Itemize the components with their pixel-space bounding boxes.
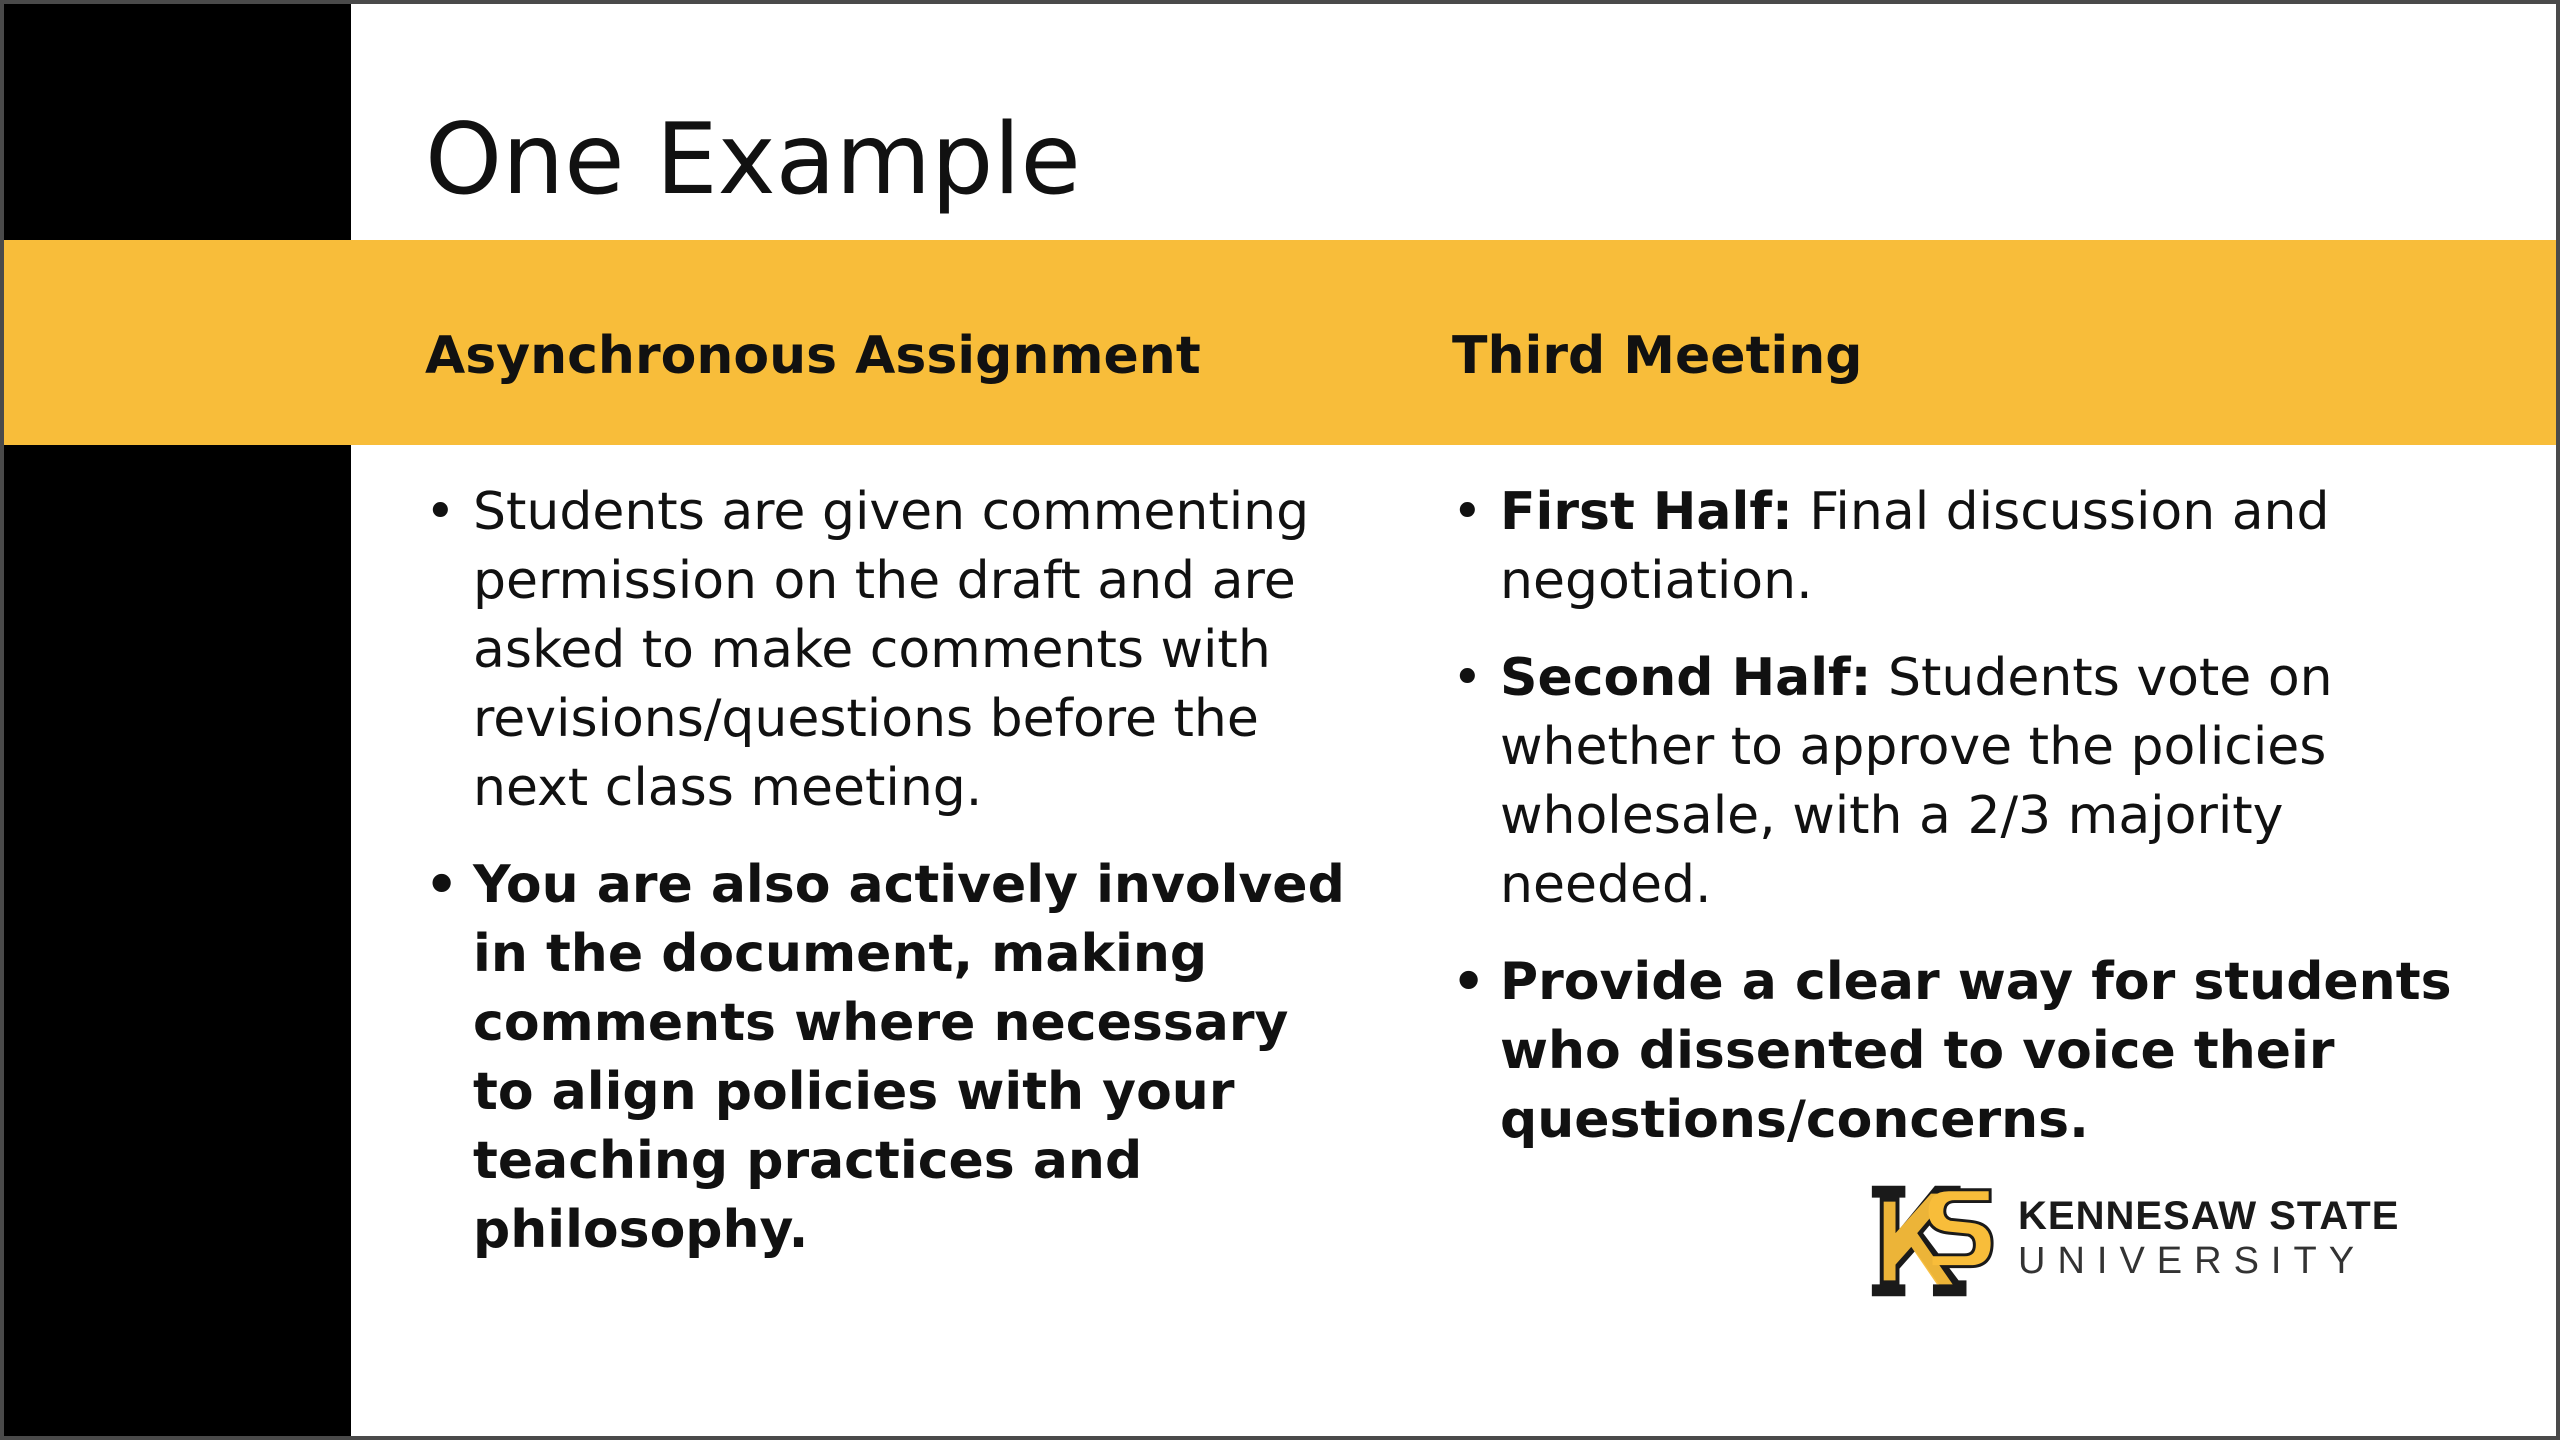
university-logo	[1862, 1172, 2402, 1312]
ksu-logo-icon	[1862, 1172, 2000, 1310]
bullet-text: You are also actively involved in the document, making comments where necessary to align policies with your teaching practices and philosophy.	[473, 855, 1345, 1260]
bullet-text: Students vote on whether to approve the policies wholesale, with a 2/3 majority needed.	[1500, 648, 2333, 915]
list-item	[425, 478, 1345, 823]
list-item	[1452, 948, 2472, 1155]
list-item	[1452, 644, 2472, 920]
list-item	[1452, 478, 2472, 616]
right-bullet-list	[1452, 478, 2472, 1183]
bullet-lead: First Half:	[1500, 482, 1793, 542]
left-bullet-list	[425, 478, 1345, 1293]
list-item	[425, 851, 1345, 1265]
bullet-text: Provide a clear way for students who dissented to voice their questions/concerns.	[1500, 952, 2452, 1150]
logo-wordmark-line2: UNIVERSITY	[2018, 1240, 2367, 1282]
bullet-lead: Second Half:	[1500, 648, 1872, 708]
bullet-text: Final discussion and negotiation.	[1500, 482, 2330, 611]
slide-title: One Example	[425, 103, 1081, 217]
header-gold-band	[0, 240, 2560, 445]
right-column-heading: Third Meeting	[1452, 326, 1863, 386]
left-column-heading: Asynchronous Assignment	[425, 326, 1201, 386]
bullet-text: Students are given commenting permission on the draft and are asked to make comments with revisions/questions before the next class meeting.	[473, 482, 1310, 818]
sidebar-black-bar	[0, 0, 351, 1440]
logo-wordmark-line1: KENNESAW STATE	[2018, 1194, 2400, 1238]
